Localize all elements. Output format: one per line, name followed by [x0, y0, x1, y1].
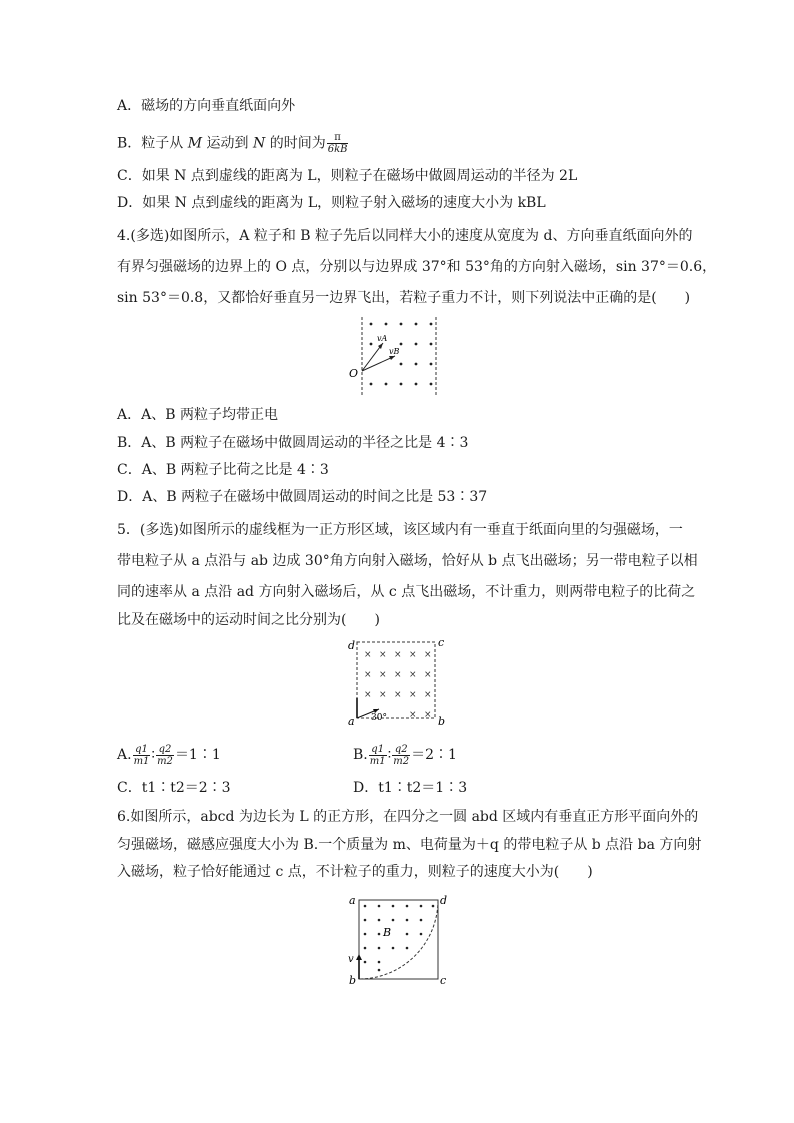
- q3-frac-den: 6kB: [327, 144, 348, 155]
- q5-option-b: B. $\frac{q1}{m1}$ ∶ $\frac{q2}{m2}$ ＝2∶1: [353, 743, 457, 767]
- q6-figure: [345, 890, 453, 986]
- q5-stem-line1: 5．(多选)如图所示的虚线框为一正方形区域，该区域内有一垂直于纸面向里的匀强磁场，一: [117, 522, 683, 538]
- q5-stem-line3: 同的速率从 a 点沿 ad 方向射入磁场后，从 c 点飞出磁场，不计重力，则两带电粒子的比荷之: [117, 584, 696, 600]
- q4-option-c: C．A、B 两粒子比荷之比是 4∶3: [117, 462, 329, 478]
- q6-arrowhead-icon: [356, 954, 362, 960]
- q5-option-a-frac2: $\frac{q2}{m2}$: [157, 743, 173, 767]
- q4-field-dots: [370, 323, 433, 386]
- q4-option-a: A．A、B 两粒子均带正电: [117, 407, 278, 423]
- q6-label-a: a: [349, 894, 356, 907]
- q5-figure: [345, 636, 450, 726]
- q4-label-va: vA: [377, 334, 388, 343]
- svg-text:×: ×: [424, 670, 432, 680]
- q5-option-b-result: ＝2∶1: [411, 747, 457, 763]
- q5-angle-label: 30°: [371, 713, 387, 723]
- q4-label-vb: vB: [389, 347, 400, 356]
- q4-option-d: D．A、B 两粒子在磁场中做圆周运动的时间之比是 53∶37: [117, 489, 488, 505]
- q6-label-b-field: B: [383, 926, 392, 939]
- svg-text:×: ×: [364, 670, 372, 680]
- q6-label-v: v: [348, 954, 354, 965]
- q4-stem-line1: 4.(多选)如图所示，A 粒子和 B 粒子先后以同样大小的速度从宽度为 d、方向垂直纸面向外的: [117, 228, 693, 244]
- q5-option-b-frac2: $\frac{q2}{m2}$: [393, 743, 410, 767]
- q3-option-b-prefix: B．粒子从: [117, 135, 188, 152]
- q3-option-c: C．如果 N 点到虚线的距离为 L，则粒子在磁场中做圆周运动的半径为 2L: [117, 168, 578, 184]
- q5-label-b: b: [438, 715, 446, 726]
- q6-label-d: d: [440, 894, 448, 907]
- svg-text:×: ×: [379, 690, 387, 700]
- q5-stem-line4: 比及在磁场中的运动时间之比分别为( ): [117, 612, 380, 628]
- q3-option-b: [117, 132, 349, 155]
- svg-text:×: ×: [409, 670, 417, 680]
- q5-option-a-label: A.: [117, 747, 132, 763]
- svg-text:×: ×: [379, 650, 387, 660]
- q6-label-c: c: [440, 974, 447, 986]
- q3-option-b-mid: 运动到: [202, 135, 253, 152]
- svg-text:×: ×: [394, 650, 402, 660]
- svg-text:×: ×: [364, 690, 372, 700]
- q4-figure: [345, 315, 445, 397]
- q3-option-b-m: M: [187, 135, 203, 152]
- q6-stem-line1: 6.如图所示，abcd 为边长为 L 的正方形，在四分之一圆 abd 区域内有垂直正方形平面向外的: [117, 809, 699, 825]
- q5-option-a: A. $\frac{q1}{m1}$ ∶ $\frac{q2}{m2}$ ＝1∶1: [117, 743, 221, 767]
- svg-text:×: ×: [424, 690, 432, 700]
- q3-option-b-suffix: 的时间为: [265, 135, 326, 152]
- q3-frac-num: π: [327, 132, 349, 144]
- svg-text:×: ×: [394, 690, 402, 700]
- svg-text:×: ×: [379, 670, 387, 680]
- q4-velocity-b-arrow: [362, 356, 395, 371]
- svg-text:×: ×: [409, 710, 417, 720]
- svg-text:×: ×: [364, 650, 372, 660]
- q5-option-b-label: B.: [353, 747, 368, 763]
- q6-stem-line2: 匀强磁场，磁感应强度大小为 B.一个质量为 m、电荷量为＋q 的带电粒子从 b 点沿 ba 方向射: [117, 837, 702, 853]
- q3-option-b-n: N: [253, 135, 266, 152]
- svg-text:×: ×: [409, 690, 417, 700]
- q3-option-a: A．磁场的方向垂直纸面向外: [117, 98, 296, 114]
- q4-label-o: O: [349, 367, 359, 380]
- q5-stem-line2: 带电粒子从 a 点沿与 ab 边成 30°角方向射入磁场，恰好从 b 点飞出磁场；另一带电粒子以相: [117, 553, 698, 569]
- q5-label-c: c: [438, 636, 445, 649]
- q6-stem-line3: 入磁场，粒子恰好能通过 c 点，不计粒子的重力，则粒子的速度大小为( ): [117, 864, 593, 880]
- svg-text:×: ×: [409, 650, 417, 660]
- q6-label-b: b: [349, 974, 357, 986]
- svg-text:×: ×: [424, 710, 432, 720]
- q4-stem-line2: 有界匀强磁场的边界上的 O 点，分别以与边界成 37°和 53°角的方向射入磁场，sin 37°＝0.6，: [117, 259, 717, 275]
- q5-option-a-result: ＝1∶1: [174, 747, 221, 763]
- q5-option-b-frac1: $\frac{q1}{m1}$: [369, 743, 386, 767]
- q5-option-a-frac1: $\frac{q1}{m1}$: [133, 743, 150, 767]
- svg-text:×: ×: [424, 650, 432, 660]
- q5-label-a: a: [348, 715, 355, 726]
- q4-stem-line3: sin 53°＝0.8，又都恰好垂直另一边界飞出，若粒子重力不计，则下列说法中正确的是( ): [117, 290, 691, 306]
- q3-option-d: D．如果 N 点到虚线的距离为 L，则粒子射入磁场的速度大小为 kBL: [117, 195, 546, 211]
- q5-option-c: C．t1∶t2＝2∶3: [117, 780, 231, 796]
- q3-option-b-fraction: [327, 132, 349, 155]
- q6-quarter-arc: [359, 900, 438, 979]
- svg-text:×: ×: [394, 670, 402, 680]
- q6-field-dots: [364, 905, 435, 972]
- q5-option-d: D．t1∶t2＝1∶3: [353, 780, 468, 796]
- q6-square: [359, 900, 438, 979]
- q4-option-b: B．A、B 两粒子在磁场中做圆周运动的半径之比是 4∶3: [117, 435, 469, 451]
- q5-label-d: d: [348, 639, 356, 652]
